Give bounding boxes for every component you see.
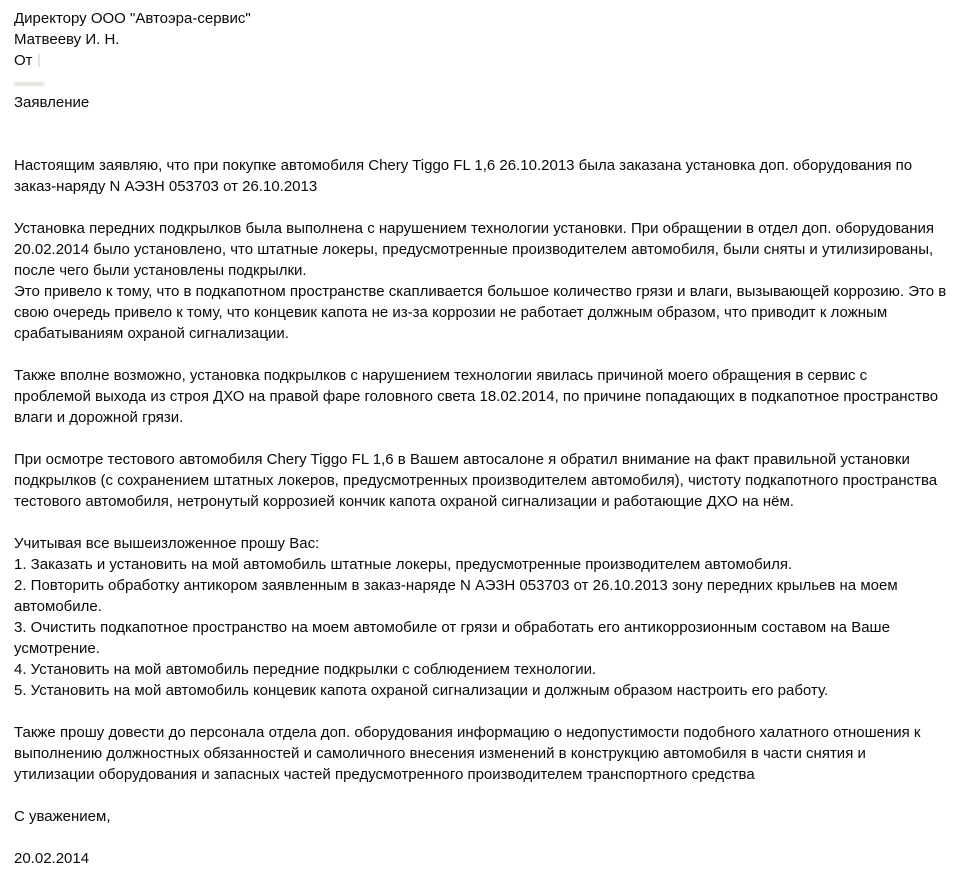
text-line: Также вполне возможно, установка подкрылков с нарушением технологии явилась причиной моего обращения в сервис с [14,367,868,384]
letter-body [14,155,960,785]
text-line: выполнению должностных обязанностей и самоличного внесения изменений в конструкцию автомобиля в части снятия и [14,745,866,762]
paragraph [14,533,960,701]
erased-text-line [14,71,960,92]
text-line: влаги и дорожной грязи. [14,409,184,426]
text-line: усмотрение. [14,640,100,657]
paragraph [14,449,960,512]
text-line: автомобиле. [14,598,102,615]
document-title: Заявление [14,94,90,111]
text-line: 20.02.2014 было установлено, что штатные локеры, предусмотренные производителем автомобиля, были сняты и утилизированы, [14,241,934,258]
text-line: 1. Заказать и установить на мой автомобиль штатные локеры, предусмотренные производителем автомобиля. [14,556,793,573]
paragraph [14,218,960,344]
text-line: Это привело к тому, что в подкапотном пространстве скапливается большое количество грязи и влаги, вызывающей коррозию. Это в [14,283,947,300]
text-line: При осмотре тестового автомобиля Chery Tiggo FL 1,6 в Вашем автосалоне я обратил внимание на факт правильной установки [14,451,910,468]
paragraph [14,155,960,197]
text-line: 4. Установить на мой автомобиль передние подкрылки с соблюдением технологии. [14,661,597,678]
text-line: заказ-наряду N АЭЗН 053703 от 26.10.2013 [14,178,318,195]
letter-closing [14,806,960,869]
recipient-line: Директору ООО "Автоэра-сервис" [14,10,251,27]
closing-date: 20.02.2014 [14,850,90,867]
paragraph [14,365,960,428]
text-line: проблемой выхода из строя ДХО на правой фаре головного света 18.02.2014, по причине попадающих в подкапотное пространство [14,388,939,405]
from-label: От [14,52,33,69]
letter-header [14,8,960,92]
text-line: утилизации оборудования и запасных частей предусмотренного производителем транспортного средства [14,766,755,783]
recipient-name-line: Матвееву И. Н. [14,31,120,48]
text-line: тестового автомобиля, нетронутый коррозией кончик капота охраной сигнализации и работающие ДХО на нём. [14,493,794,510]
text-line: 2. Повторить обработку антикором заявленным в заказ-наряде N АЭЗН 053703 от 26.10.2013 зону передних крыльев на моем [14,577,898,594]
erased-text-mark [14,82,44,86]
text-line: подкрылков (с сохранением штатных локеров, предусмотренных производителем автомобиля), чистоту подкапотного пространства [14,472,938,489]
text-line: после чего были установлены подкрылки. [14,262,307,279]
text-line: 3. Очистить подкапотное пространство на моем автомобиле от грязи и обработать его антикоррозионным составом на Ваше [14,619,890,636]
text-line: Также прошу довести до персонала отдела доп. оборудования информацию о недопустимости подобного халатного отношения к [14,724,921,741]
from-line [14,50,960,71]
closing-salutation: С уважением, [14,808,111,825]
text-line: Настоящим заявляю, что при покупке автомобиля Chery Tiggo FL 1,6 26.10.2013 была заказана установка доп. оборудования по [14,157,913,174]
text-line: свою очередь привело к тому, что концевик капота не из-за коррозии не работает должным образом, что приводит к ложным [14,304,888,321]
paragraph [14,722,960,785]
text-cursor [38,54,40,67]
text-line: срабатываниям охраной сигнализации. [14,325,289,342]
text-line: Учитывая все вышеизложенное прошу Вас: [14,535,320,552]
text-line: 5. Установить на мой автомобиль концевик капота охраной сигнализации и должным образом настроить его работу. [14,682,829,699]
text-line: Установка передних подкрылков была выполнена с нарушением технологии установки. При обращении в отдел доп. оборудования [14,220,935,237]
